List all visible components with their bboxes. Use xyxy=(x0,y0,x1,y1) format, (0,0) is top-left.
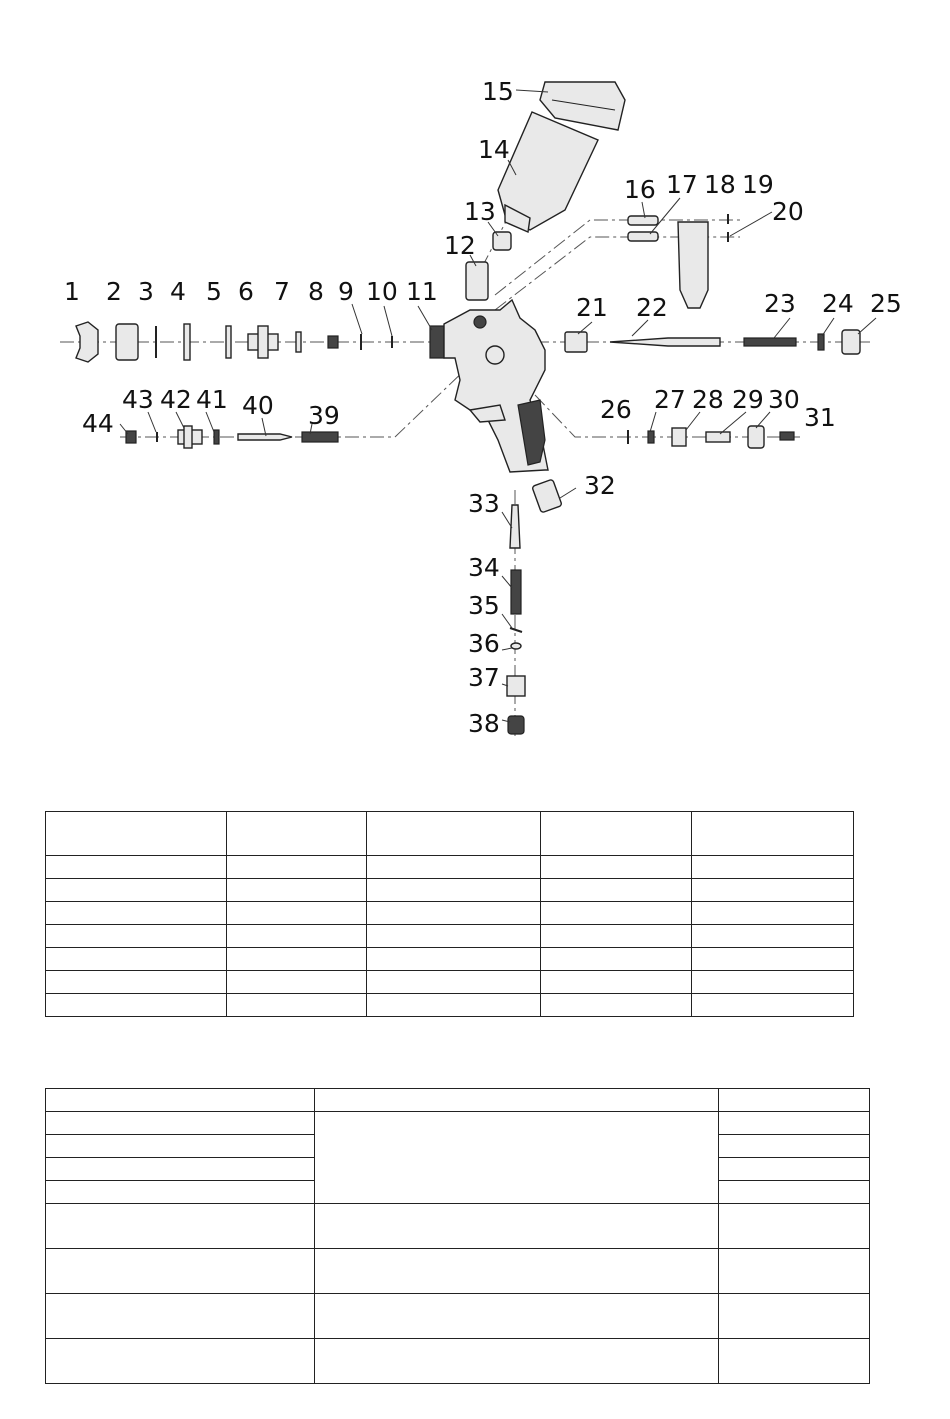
table-cell xyxy=(692,994,854,1017)
callout-7: 7 xyxy=(274,277,290,306)
table-row xyxy=(46,1294,870,1339)
callout-17: 17 xyxy=(666,170,698,199)
table-cell xyxy=(541,879,692,902)
callout-19: 19 xyxy=(742,170,774,199)
part-23-spring xyxy=(744,338,796,346)
table-cell xyxy=(227,925,367,948)
callout-23: 23 xyxy=(764,289,796,318)
callout-40: 40 xyxy=(242,391,274,420)
table-cell xyxy=(46,994,227,1017)
table-cell xyxy=(541,994,692,1017)
callout-39: 39 xyxy=(308,401,340,430)
callout-20: 20 xyxy=(772,197,804,226)
table-cell xyxy=(719,1294,870,1339)
table-cell xyxy=(46,1158,315,1181)
table-cell xyxy=(46,879,227,902)
part-12-cup-adapter xyxy=(466,262,488,300)
table-cell xyxy=(692,971,854,994)
table-cell xyxy=(315,1249,719,1294)
table-cell xyxy=(315,1204,719,1249)
part-27-ring xyxy=(648,431,654,443)
table-row xyxy=(46,812,854,856)
callout-33: 33 xyxy=(468,489,500,518)
part-17-pin xyxy=(628,232,658,241)
table-row xyxy=(46,1204,870,1249)
part-28-valve-body xyxy=(672,428,686,446)
callout-10: 10 xyxy=(366,277,398,306)
part-32-air-inlet xyxy=(532,479,562,513)
table-row xyxy=(46,856,854,879)
callout-6: 6 xyxy=(238,277,254,306)
callout-16: 16 xyxy=(624,175,656,204)
table-cell xyxy=(46,971,227,994)
table-cell xyxy=(692,948,854,971)
table-cell xyxy=(315,1089,719,1112)
table-cell xyxy=(367,925,541,948)
callout-22: 22 xyxy=(636,293,668,322)
table-cell xyxy=(719,1089,870,1112)
table-cell xyxy=(315,1294,719,1339)
callout-41: 41 xyxy=(196,385,228,414)
part-2-air-cap xyxy=(116,324,138,360)
table-cell xyxy=(541,925,692,948)
callout-5: 5 xyxy=(206,277,222,306)
part-40-valve-pin xyxy=(238,434,292,440)
table-cell xyxy=(46,1135,315,1158)
table-cell xyxy=(367,812,541,856)
spec-table-2 xyxy=(45,1088,870,1384)
callout-44: 44 xyxy=(82,409,114,438)
callout-2: 2 xyxy=(106,277,122,306)
table-cell xyxy=(719,1112,870,1135)
callout-38: 38 xyxy=(468,709,500,738)
table-cell xyxy=(692,925,854,948)
table-cell xyxy=(367,948,541,971)
table-cell xyxy=(46,902,227,925)
table-cell xyxy=(46,1112,315,1135)
callout-18: 18 xyxy=(704,170,736,199)
spec-table-1 xyxy=(45,811,854,1017)
callout-31: 31 xyxy=(804,403,836,432)
part-13-filter xyxy=(493,232,511,250)
table-cell xyxy=(46,925,227,948)
callout-11: 11 xyxy=(406,277,438,306)
part-37-nut xyxy=(507,676,525,696)
callout-28: 28 xyxy=(692,385,724,414)
table-cell xyxy=(541,948,692,971)
table-cell xyxy=(367,971,541,994)
callout-42: 42 xyxy=(160,385,192,414)
table-row xyxy=(46,994,854,1017)
table-row xyxy=(46,1249,870,1294)
table-cell xyxy=(367,902,541,925)
table-cell xyxy=(719,1181,870,1204)
part-38-cap xyxy=(508,716,524,734)
part-8-bushing xyxy=(328,336,338,348)
callout-4: 4 xyxy=(170,277,186,306)
table-cell xyxy=(46,1294,315,1339)
part-39-spring xyxy=(302,432,338,442)
callout-37: 37 xyxy=(468,663,500,692)
table-cell xyxy=(227,879,367,902)
callout-43: 43 xyxy=(122,385,154,414)
part-41-seal xyxy=(214,430,219,444)
callout-34: 34 xyxy=(468,553,500,582)
part-30-knob xyxy=(748,426,764,448)
table-cell xyxy=(46,1181,315,1204)
part-34-spring xyxy=(511,570,521,614)
part-22-needle xyxy=(610,338,720,346)
callout-1: 1 xyxy=(64,277,80,306)
part-5-ring xyxy=(226,326,231,358)
table-cell xyxy=(692,812,854,856)
table-cell xyxy=(46,1204,315,1249)
callout-27: 27 xyxy=(654,385,686,414)
part-14-cup xyxy=(498,112,598,232)
table-cell xyxy=(315,1339,719,1384)
table-cell xyxy=(692,902,854,925)
table-row xyxy=(46,948,854,971)
table-row xyxy=(46,1089,870,1112)
table-cell xyxy=(541,971,692,994)
table-row xyxy=(46,925,854,948)
part-11-collar xyxy=(430,326,444,358)
callout-21: 21 xyxy=(576,293,608,322)
callout-36: 36 xyxy=(468,629,500,658)
table-cell xyxy=(227,971,367,994)
callout-12: 12 xyxy=(444,231,476,260)
callout-29: 29 xyxy=(732,385,764,414)
table-row xyxy=(46,1112,870,1135)
table-cell xyxy=(692,856,854,879)
part-42-valve-housing xyxy=(178,426,202,448)
part-25-adjust-knob xyxy=(842,330,860,354)
part-18-bracket xyxy=(678,222,708,308)
table-cell xyxy=(367,994,541,1017)
callout-24: 24 xyxy=(822,289,854,318)
table-row xyxy=(46,971,854,994)
table-cell xyxy=(227,902,367,925)
table-cell xyxy=(46,812,227,856)
part-24-washer xyxy=(818,334,824,350)
part-1-air-cap-ring xyxy=(76,322,98,362)
part-29-valve-stem xyxy=(706,432,730,442)
table-cell xyxy=(719,1204,870,1249)
callout-3: 3 xyxy=(138,277,154,306)
table-merged-cell xyxy=(315,1112,719,1204)
table-cell xyxy=(227,948,367,971)
gun-body xyxy=(444,300,548,472)
table-cell xyxy=(367,879,541,902)
table-cell xyxy=(46,856,227,879)
table-cell xyxy=(227,994,367,1017)
part-7-washer xyxy=(296,332,301,352)
table-row xyxy=(46,1339,870,1384)
table-cell xyxy=(46,948,227,971)
table-cell xyxy=(719,1135,870,1158)
callout-32: 32 xyxy=(584,471,616,500)
part-36-o-ring xyxy=(511,643,521,649)
callout-26: 26 xyxy=(600,395,632,424)
callout-15: 15 xyxy=(482,77,514,106)
part-35-seal xyxy=(510,628,522,632)
table-cell xyxy=(46,1249,315,1294)
callout-13: 13 xyxy=(464,197,496,226)
part-4-ring xyxy=(184,324,190,360)
part-21-packing-nut xyxy=(565,332,587,352)
table-row xyxy=(46,902,854,925)
table-cell xyxy=(719,1158,870,1181)
callout-14: 14 xyxy=(478,135,510,164)
part-31-screw xyxy=(780,432,794,440)
table-row xyxy=(46,879,854,902)
callout-9: 9 xyxy=(338,277,354,306)
callout-35: 35 xyxy=(468,591,500,620)
table-cell xyxy=(46,1339,315,1384)
table-cell xyxy=(227,856,367,879)
table-cell xyxy=(541,902,692,925)
table-cell xyxy=(719,1249,870,1294)
part-16-pin xyxy=(628,216,658,225)
table-cell xyxy=(541,812,692,856)
callout-25: 25 xyxy=(870,289,902,318)
table-cell xyxy=(692,879,854,902)
table-cell xyxy=(227,812,367,856)
table-cell xyxy=(367,856,541,879)
table-cell xyxy=(541,856,692,879)
callout-30: 30 xyxy=(768,385,800,414)
table-cell xyxy=(46,1089,315,1112)
callout-8: 8 xyxy=(308,277,324,306)
part-6-nozzle xyxy=(248,326,278,358)
table-cell xyxy=(719,1339,870,1384)
